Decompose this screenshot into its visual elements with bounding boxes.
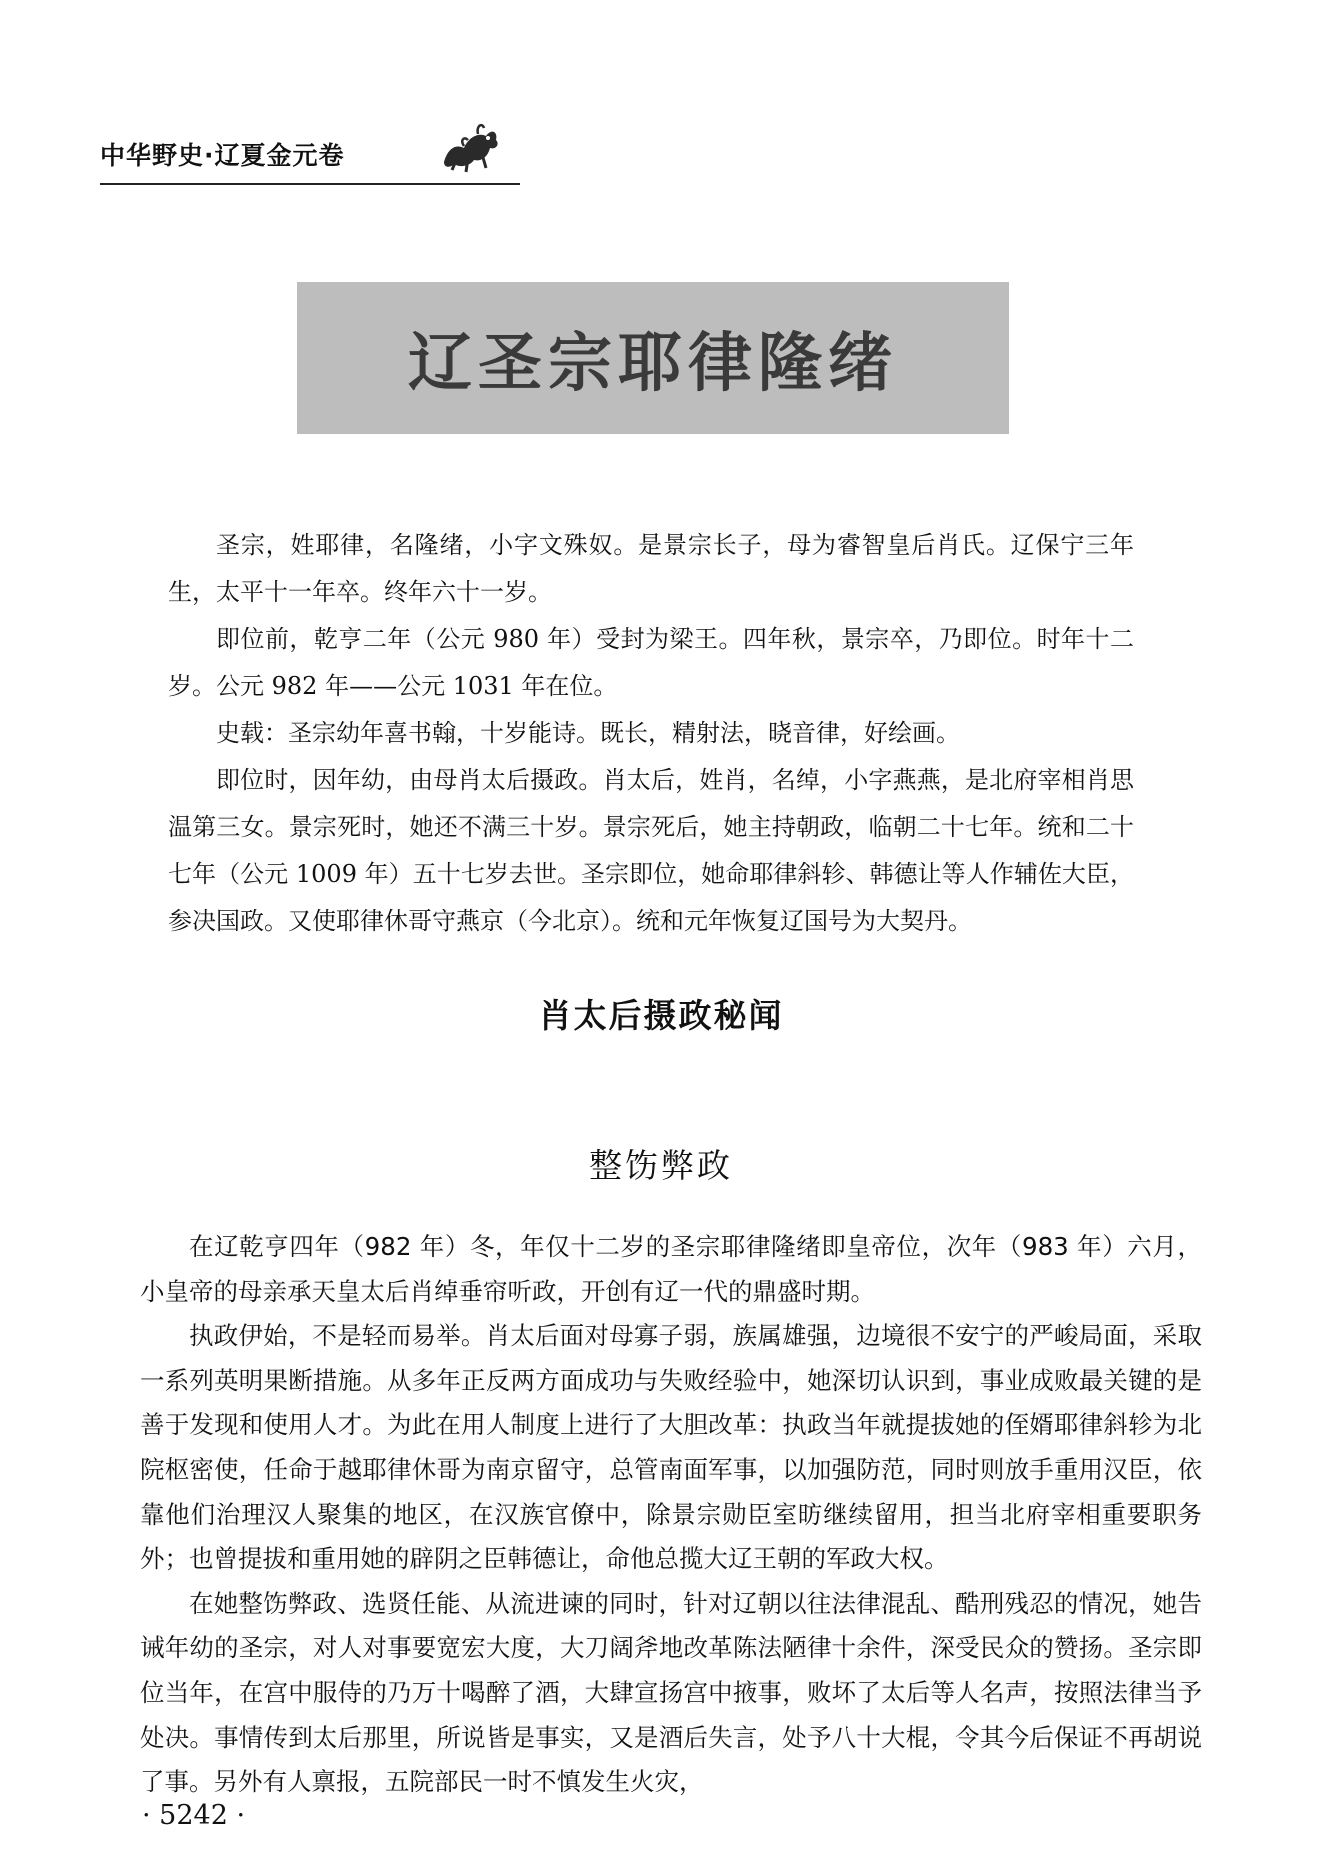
intro-paragraph: 即位前，乾亨二年（公元 980 年）受封为梁王。四年秋，景宗卒，乃即位。时年十二岁。公元 982 年——公元 1031 年在位。 (168, 625, 1134, 700)
body-section (140, 1225, 1202, 1805)
intro-paragraph: 即位时，因年幼，由母肖太后摄政。肖太后，姓肖，名绰，小字燕燕，是北府宰相肖思温第三女。景宗死时，她还不满三十岁。景宗死后，她主持朝政，临朝二十七年。统和二十七年（公元 1009 年）五十七岁去世。圣宗即位，她命耶律斜轸、韩德让等人作辅佐大臣，参决国政。又使耶律休哥守燕京（今北京）。统和元年恢复辽国号为大契丹。 (168, 766, 1134, 935)
body-paragraph: 执政伊始，不是轻而易举。肖太后面对母寡子弱，族属雄强，边境很不安宁的严峻局面，采取一系列英明果断措施。从多年正反两方面成功与失败经验中，她深切认识到，事业成败最关键的是善于发现和使用人才。为此在用人制度上进行了大胆改革：执政当年就提拔她的侄婿耶律斜轸为北院枢密使，任命于越耶律休哥为南京留守，总管南面军事，以加强防范，同时则放手重用汉臣，依靠他们治理汉人聚集的地区，在汉族官僚中，除景宗勋臣室昉继续留用，担当北府宰相重要职务外；也曾提拔和重用她的辟阴之臣韩德让，命他总揽大辽王朝的军政大权。 (140, 1321, 1202, 1574)
chapter-title-banner (297, 282, 1009, 434)
body-paragraph: 在她整饬弊政、选贤任能、从流进谏的同时，针对辽朝以往法律混乱、酷刑残忍的情况，她告诫年幼的圣宗，对人对事要宽宏大度，大刀阔斧地改革陈法陋律十余件，深受民众的赞扬。圣宗即位当年，在宫中服侍的乃万十喝醉了酒，大肆宣扬宫中掖事，败坏了太后等人名声，按照法律当予处决。事情传到太后那里，所说皆是事实，又是酒后失言，处予八十大棍，令其今后保证不再胡说了事。另外有人禀报，五院部民一时不慎发生火灾， (140, 1588, 1202, 1797)
page-number: · 5242 · (142, 1800, 246, 1831)
intro-paragraph: 史载：圣宗幼年喜书翰，十岁能诗。既长，精射法，晓音律，好绘画。 (216, 719, 960, 747)
chapter-title: 辽圣宗耶律隆绪 (408, 326, 898, 401)
section-heading: 肖太后摄政秘闻 (538, 996, 784, 1035)
intro-paragraph: 圣宗，姓耶律，名隆绪，小字文殊奴。是景宗长子，母为睿智皇后肖氏。辽保宁三年生，太平十一年卒。终年六十一岁。 (168, 531, 1134, 606)
body-paragraph: 在辽乾亨四年（982 年）冬，年仅十二岁的圣宗耶律隆绪即皇帝位，次年（983 年）六月，小皇帝的母亲承天皇太后肖绰垂帘听政，开创有辽一代的鼎盛时期。 (140, 1232, 1202, 1306)
header-divider (100, 183, 520, 185)
dragon-ornament-icon (438, 118, 502, 174)
section-subheading: 整饬弊政 (589, 1146, 733, 1185)
intro-section (168, 522, 1134, 945)
book-title: 中华野史·辽夏金元卷 (100, 141, 345, 170)
